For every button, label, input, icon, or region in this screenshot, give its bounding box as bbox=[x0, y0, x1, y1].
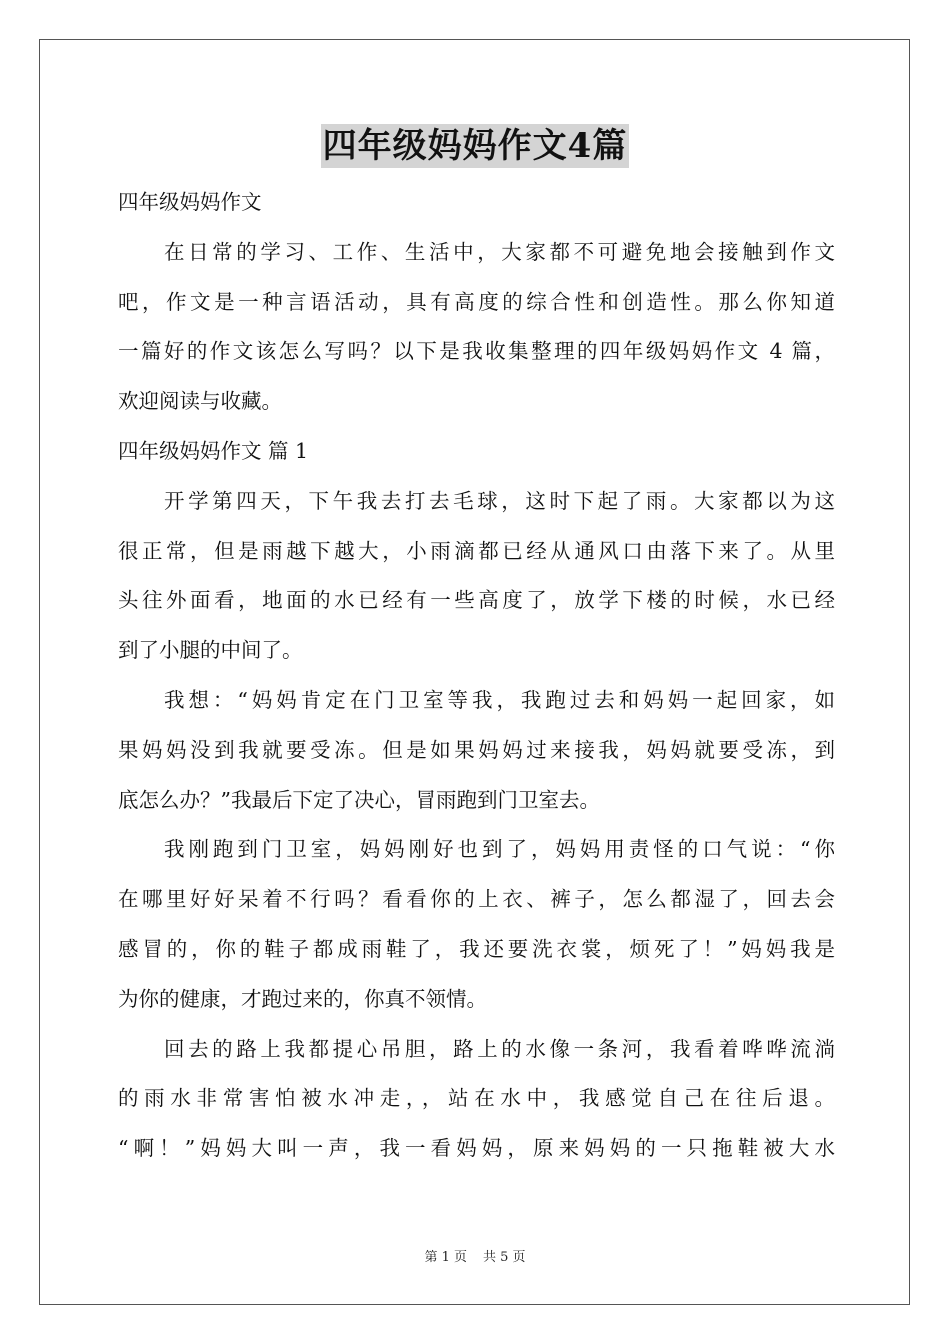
text-line: 我想：“妈妈肯定在门卫室等我，我跑过去和妈妈一起回家，如 bbox=[164, 687, 835, 712]
document-body bbox=[118, 178, 835, 1174]
text-line: 四年级妈妈作文 篇 1 bbox=[118, 438, 309, 463]
text-line: 我刚跑到门卫室，妈妈刚好也到了，妈妈用责怪的口气说：“你 bbox=[164, 837, 835, 862]
text-line: 四年级妈妈作文 bbox=[118, 190, 262, 214]
text-line: 底怎么办？”我最后下定了决心，冒雨跑到门卫室去。 bbox=[118, 787, 600, 812]
text-line: 吧，作文是一种言语活动，具有高度的综合性和创造性。那么你知道 bbox=[118, 289, 835, 314]
text-line: 到了小腿的中间了。 bbox=[118, 638, 303, 663]
text-line: 果妈妈没到我就要受冻。但是如果妈妈过来接我，妈妈就要受冻，到 bbox=[118, 737, 835, 762]
text-line: 一篇好的作文该怎么写吗？以下是我收集整理的四年级妈妈作文 4 篇， bbox=[118, 339, 835, 364]
text-line: 在哪里好好呆着不行吗？看看你的上衣、裤子，怎么都湿了，回去会 bbox=[118, 887, 835, 912]
title-wrapper bbox=[0, 124, 950, 168]
text-line: 感冒的，你的鞋子都成雨鞋了，我还要洗衣裳，烦死了！”妈妈我是 bbox=[118, 936, 835, 961]
text-line: 在日常的学习、工作、生活中，大家都不可避免地会接触到作文 bbox=[164, 239, 835, 264]
text-line: 头往外面看，地面的水已经有一些高度了，放学下楼的时候，水已经 bbox=[118, 588, 835, 613]
page-footer bbox=[0, 1246, 950, 1265]
text-line: 很正常，但是雨越下越大，小雨滴都已经从通风口由落下来了。从里 bbox=[118, 538, 835, 563]
document-title: 四年级妈妈作文4篇 bbox=[322, 126, 628, 166]
text-line: 的雨水非常害怕被水冲走，，站在水中，我感觉自己在往后退。 bbox=[118, 1086, 835, 1111]
text-line: “啊！”妈妈大叫一声，我一看妈妈，原来妈妈的一只拖鞋被大水 bbox=[118, 1136, 835, 1161]
page-total: 共 5 页 bbox=[483, 1250, 526, 1265]
text-line: 开学第四天，下午我去打去毛球，这时下起了雨。大家都以为这 bbox=[164, 488, 835, 513]
text-line: 欢迎阅读与收藏。 bbox=[118, 389, 282, 414]
page-number: 第 1 页 bbox=[424, 1250, 467, 1265]
text-line: 回去的路上我都提心吊胆，路上的水像一条河，我看着哗哗流淌 bbox=[164, 1036, 835, 1061]
text-line: 为你的健康，才跑过来的，你真不领情。 bbox=[118, 986, 487, 1011]
